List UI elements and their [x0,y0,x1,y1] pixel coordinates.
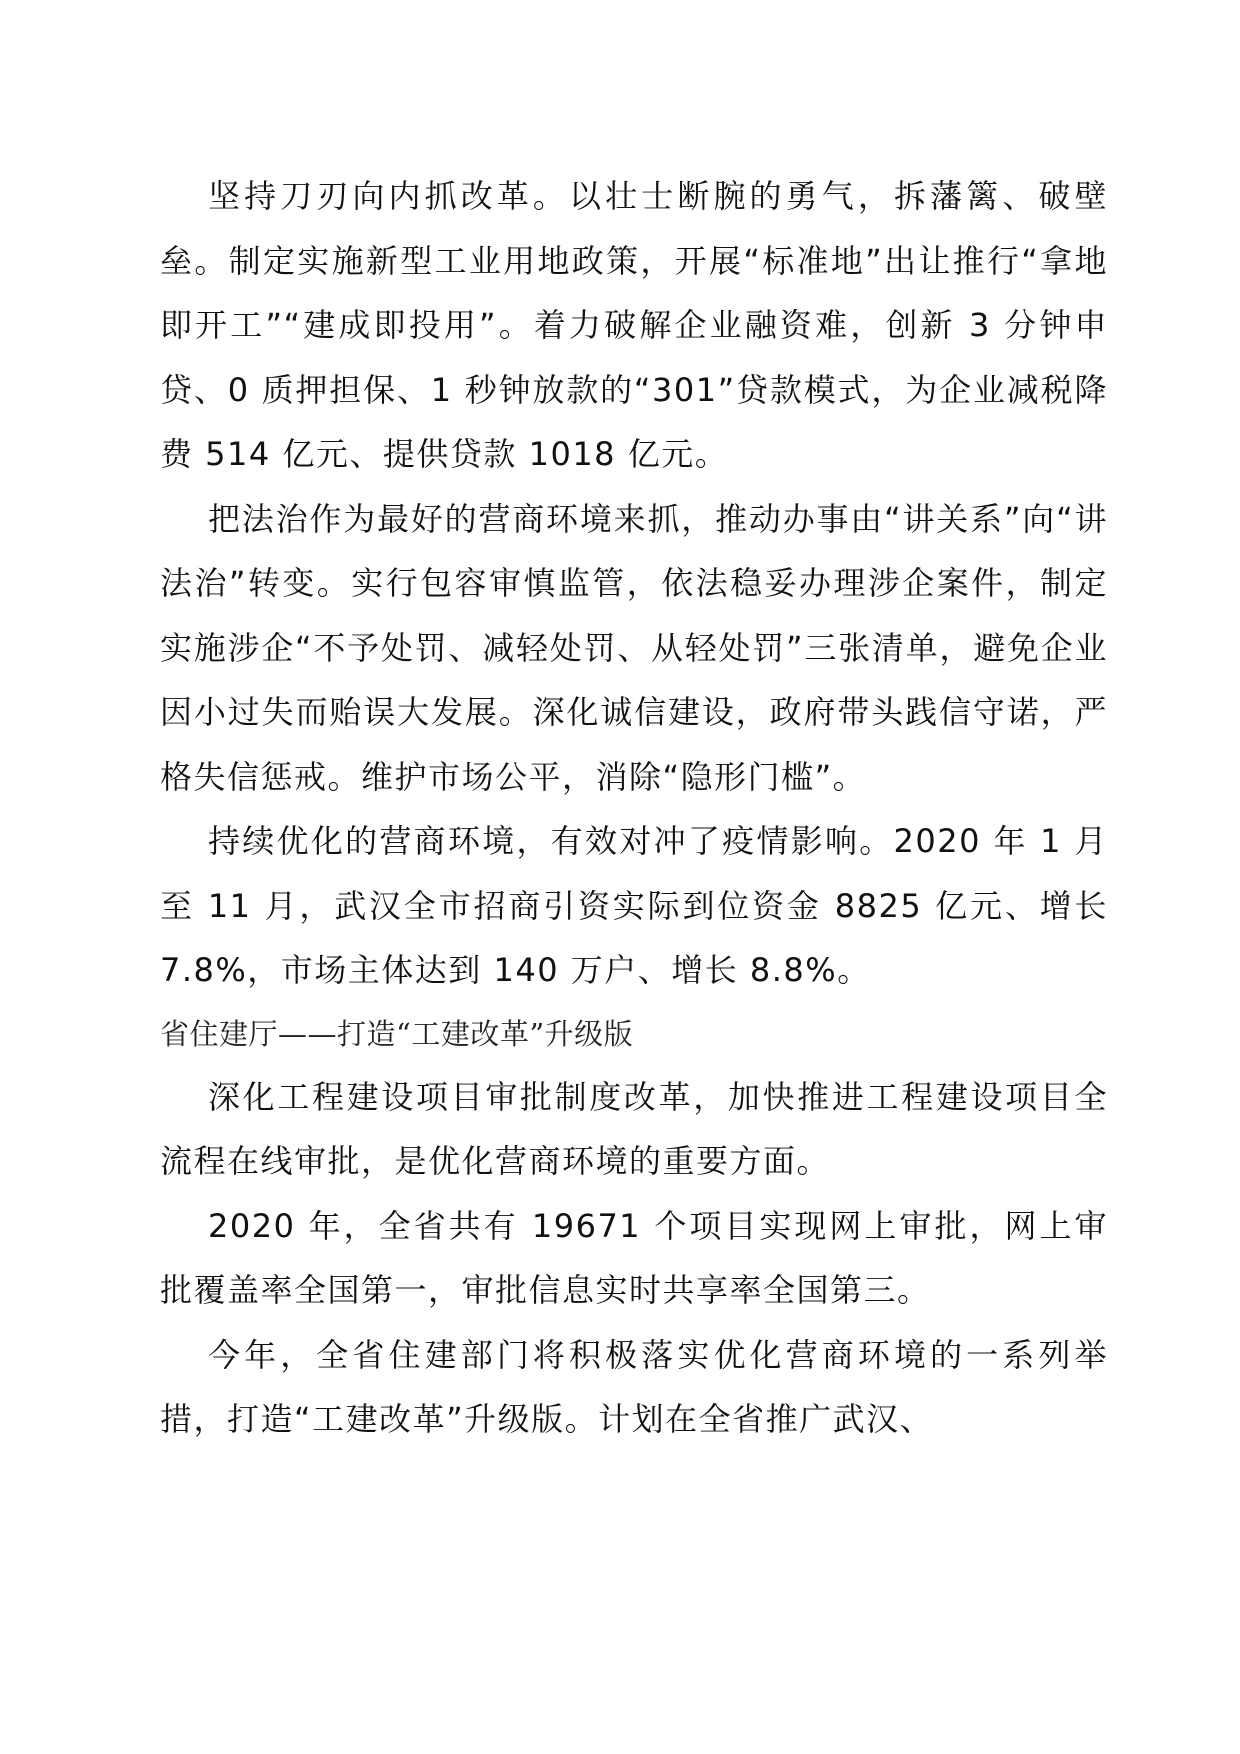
paragraph-reform: 坚持刀刃向内抓改革。以壮士断腕的勇气，拆藩篱、破壁垒。制定实施新型工业用地政策，开展“标准地”出让推行“拿地即开工”“建成即投用”。着力破解企业融资难，创新 3 分钟申贷、0 质押担保、1 秒钟放款的“301”贷款模式，为企业减税降费 514 亿元、提供贷款 1018 亿元。 [160,177,1108,473]
paragraph-rule-of-law: 把法治作为最好的营商环境来抓，推动办事由“讲关系”向“讲法治”转变。实行包容审慎监管，依法稳妥办理涉企案件，制定实施涉企“不予处罚、减轻处罚、从轻处罚”三张清单，避免企业因小过失而贻误大发展。深化诚信建设，政府带头践信守诺，严格失信惩戒。维护市场公平，消除“隐形门槛”。 [160,499,1108,796]
document-body [160,164,1108,1452]
paragraph-approval-reform: 深化工程建设项目审批制度改革，加快推进工程建设项目全流程在线审批，是优化营商环境的重要方面。 [160,1077,1108,1180]
paragraph-this-year: 今年，全省住建部门将积极落实优化营商环境的一系列举措，打造“工建改革”升级版。计划在全省推广武汉、 [160,1335,1108,1438]
paragraph-results: 持续优化的营商环境，有效对冲了疫情影响。2020 年 1 月至 11 月，武汉全市招商引资实际到位资金 8825 亿元、增长 7.8%，市场主体达到 140 万户、增长 8.8%。 [160,822,1108,989]
section-subheading: 省住建厅——打造“工建改革”升级版 [160,1016,634,1051]
paragraph-2020-stats: 2020 年，全省共有 19671 个项目实现网上审批，网上审批覆盖率全国第一，审批信息实时共享率全国第三。 [160,1206,1108,1309]
